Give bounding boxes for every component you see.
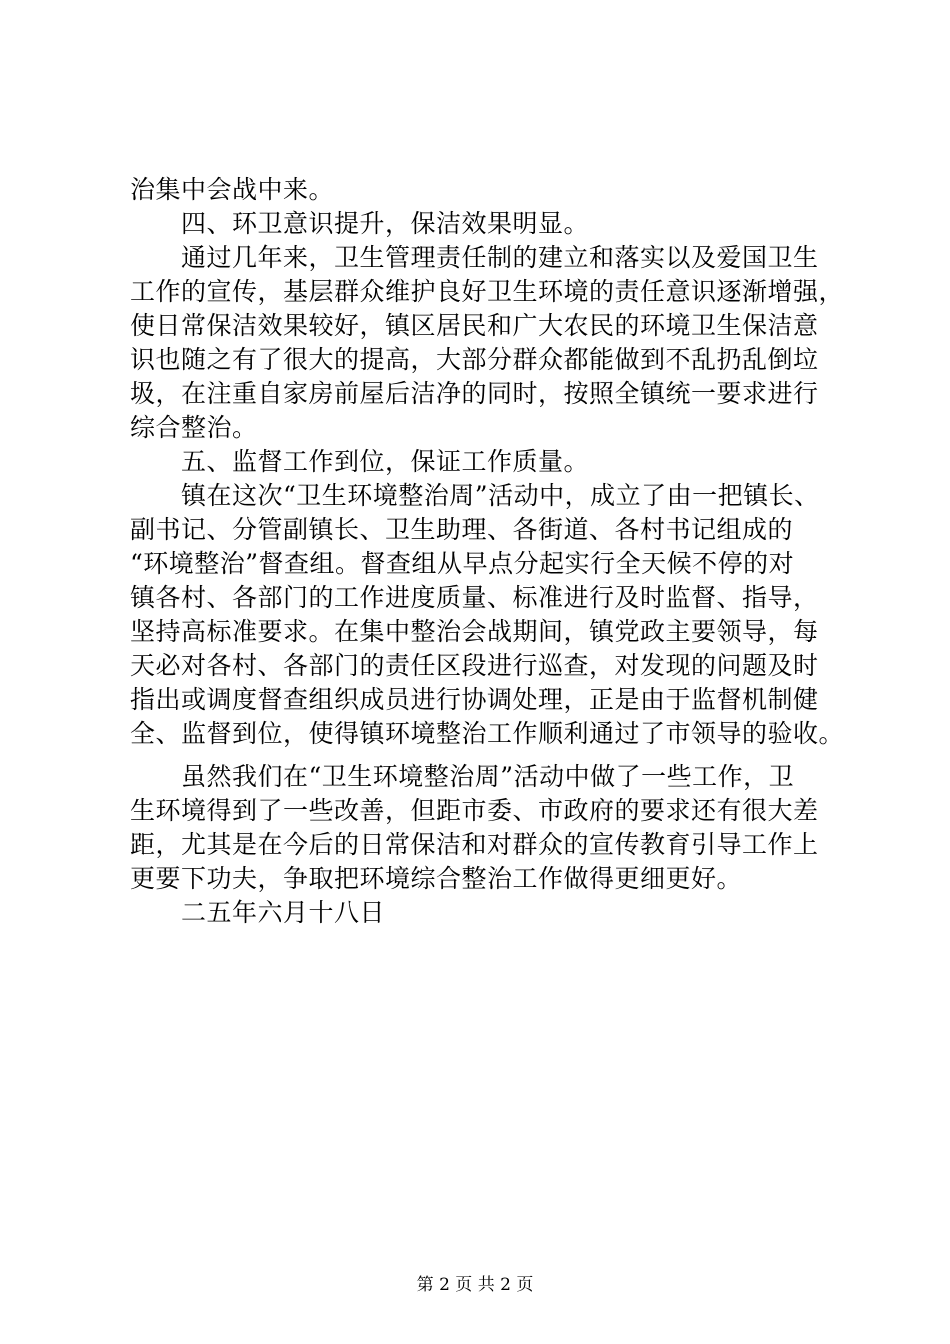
date-line: 二五年六月十八日 <box>130 898 386 927</box>
text-line: 坚持高标准要求。在集中整治会战期间，镇党政主要领导，每 <box>130 617 819 646</box>
section-heading: 四、环卫意识提升，保洁效果明显。 <box>130 209 590 238</box>
text-line: 综合整治。 <box>130 413 258 442</box>
text-line: 工作的宣传，基层群众维护良好卫生环境的责任意识逐渐增强， <box>130 277 845 306</box>
text-line: 副书记、分管副镇长、卫生助理、各街道、各村书记组成的 <box>130 515 794 544</box>
text-line: “环境整治”督查组。督查组从早点分起实行全天候不停的对 <box>130 549 795 578</box>
text-line: 生环境得到了一些改善，但距市委、市政府的要求还有很大差 <box>130 796 819 825</box>
text-line: 圾，在注重自家房前屋后洁净的同时，按照全镇统一要求进行 <box>130 379 819 408</box>
text-line: 距，尤其是在今后的日常保洁和对群众的宣传教育引导工作上 <box>130 830 819 859</box>
text-line: 识也随之有了很大的提高，大部分群众都能做到不乱扔乱倒垃 <box>130 345 819 374</box>
text-line: 天必对各村、各部门的责任区段进行巡查，对发现的问题及时 <box>130 651 819 680</box>
page-number-footer: 第 2 页 共 2 页 <box>416 1275 534 1295</box>
text-line: 通过几年来，卫生管理责任制的建立和落实以及爱国卫生 <box>130 243 819 272</box>
text-line: 更要下功夫，争取把环境综合整治工作做得更细更好。 <box>130 864 743 893</box>
text-line: 全、监督到位，使得镇环境整治工作顺利通过了市领导的验收。 <box>130 719 845 748</box>
text-line: 治集中会战中来。 <box>130 175 335 204</box>
text-line: 镇在这次“卫生环境整治周”活动中，成立了由一把镇长、 <box>130 481 820 510</box>
text-line: 虽然我们在“卫生环境整治周”活动中做了一些工作，卫 <box>130 762 795 791</box>
text-line: 指出或调度督查组织成员进行协调处理，正是由于监督机制健 <box>130 685 819 714</box>
text-line: 使日常保洁效果较好，镇区居民和广大农民的环境卫生保洁意 <box>130 311 819 340</box>
text-line: 镇各村、各部门的工作进度质量、标准进行及时监督、指导， <box>130 583 819 612</box>
section-heading: 五、监督工作到位，保证工作质量。 <box>130 447 590 476</box>
